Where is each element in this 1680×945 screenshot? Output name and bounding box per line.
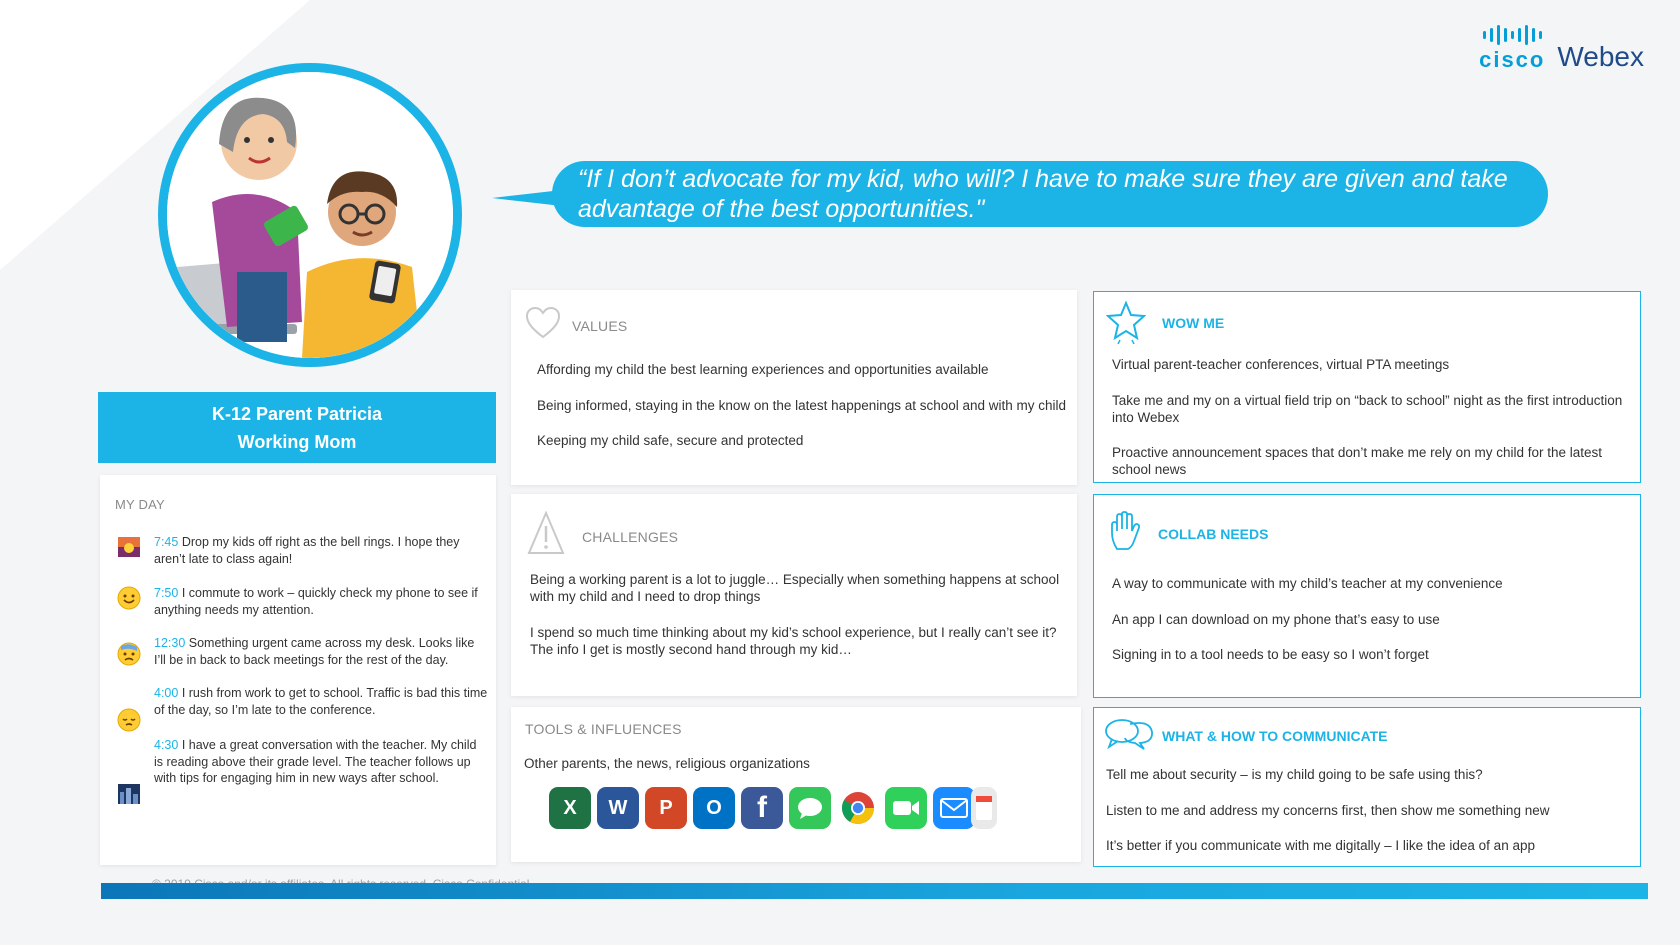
values-card — [511, 290, 1077, 485]
pensive-emoji-icon — [116, 707, 142, 733]
wow-me-card — [1093, 291, 1641, 483]
anxious-emoji-icon — [116, 641, 142, 667]
smile-emoji-icon — [116, 585, 142, 611]
warning-icon — [527, 510, 565, 561]
webex-wordmark: Webex — [1557, 41, 1644, 72]
hand-icon — [1108, 511, 1142, 556]
collab-needs-item: An app I can download on my phone that’s easy to use — [1112, 612, 1440, 627]
wow-me-item: Take me and my on a virtual field trip on “back to school” night as the first introduction into Webex — [1112, 393, 1623, 425]
cisco-bars-icon — [1483, 24, 1542, 46]
tools-text: Other parents, the news, religious organizations — [524, 756, 810, 771]
day-item — [116, 737, 488, 807]
chat-bubbles-icon — [1104, 716, 1154, 757]
city-night-icon — [116, 781, 142, 807]
day-item — [116, 635, 488, 668]
values-item: Keeping my child safe, secure and protected — [537, 433, 804, 448]
day-time: 7:50 — [154, 586, 179, 600]
day-text: I rush from work to get to school. Traffic is bad this time of the day, so I’m late to the conference. — [154, 686, 488, 717]
challenges-item: Being a working parent is a lot to juggle… Especially when something happens at school with my child and I need to drop things — [530, 572, 1060, 604]
wow-me-item: Proactive announcement spaces that don’t make me rely on my child for the latest school news — [1112, 445, 1603, 477]
challenges-item: I spend so much time thinking about my kid’s school experience, but I really can’t see it? The info I get is mostly second hand through my kid… — [530, 625, 1057, 657]
communicate-card — [1093, 707, 1641, 867]
outlook-icon: O — [693, 787, 735, 829]
footer-bar — [101, 883, 1648, 899]
cisco-webex-logo — [1479, 24, 1644, 71]
challenges-card — [511, 494, 1077, 696]
day-item — [116, 585, 488, 618]
day-item — [116, 534, 488, 567]
day-text: Something urgent came across my desk. Looks like I’ll be in back to back meetings for the rest of the day. — [154, 636, 475, 667]
chrome-icon — [837, 787, 879, 829]
my-day-title: MY DAY — [115, 497, 165, 512]
day-time: 12:30 — [154, 636, 186, 650]
cisco-wordmark: cisco — [1479, 47, 1546, 72]
day-time: 4:30 — [154, 738, 179, 752]
persona-name-banner — [98, 392, 496, 463]
collab-needs-item: Signing in to a tool needs to be easy so I won’t forget — [1112, 647, 1429, 662]
calendar-icon — [971, 787, 997, 829]
star-icon — [1106, 300, 1146, 349]
collab-needs-title: COLLAB NEEDS — [1158, 526, 1269, 542]
sunrise-icon — [116, 534, 142, 560]
heart-icon — [525, 306, 561, 345]
communicate-item: It’s better if you communicate with me digitally – I like the idea of an app — [1106, 838, 1535, 853]
cisco-logo — [1479, 24, 1545, 71]
collab-needs-card — [1093, 494, 1641, 698]
day-text: I have a great conversation with the teacher. My child is reading above their grade level. The teacher follows up with tips for engaging him in new ways after school. — [154, 738, 477, 785]
day-item — [116, 685, 488, 733]
persona-role: Working Mom — [237, 432, 357, 452]
values-item: Being informed, staying in the know on the latest happenings at school and with my child — [537, 398, 1067, 413]
communicate-item: Listen to me and address my concerns first, then show me something new — [1106, 803, 1550, 818]
tools-card — [511, 707, 1081, 862]
powerpoint-icon: P — [645, 787, 687, 829]
mail-icon — [933, 787, 975, 829]
values-item: Affording my child the best learning experiences and opportunities available — [537, 362, 989, 377]
wow-me-item: Virtual parent-teacher conferences, virtual PTA meetings — [1112, 357, 1450, 372]
messages-icon — [789, 787, 831, 829]
persona-quote: “If I don’t advocate for my kid, who will? I have to make sure they are given and take advantage of the best opportunities." — [552, 161, 1548, 227]
day-text: I commute to work – quickly check my phone to see if anything needs my attention. — [154, 586, 478, 617]
day-time: 7:45 — [154, 535, 179, 549]
my-day-card — [100, 475, 496, 865]
values-title: VALUES — [572, 318, 628, 334]
day-text: Drop my kids off right as the bell rings. I hope they aren’t late to class again! — [154, 535, 460, 566]
communicate-item: Tell me about security – is my child going to be safe using this? — [1106, 767, 1483, 782]
parent-and-child-illustration — [167, 72, 453, 358]
excel-icon: X — [549, 787, 591, 829]
facebook-icon: f — [741, 787, 783, 829]
facetime-icon — [885, 787, 927, 829]
communicate-title: WHAT & HOW TO COMMUNICATE — [1162, 728, 1388, 744]
wow-me-title: WOW ME — [1162, 315, 1225, 331]
challenges-title: CHALLENGES — [582, 529, 679, 545]
day-time: 4:00 — [154, 686, 179, 700]
persona-name: K-12 Parent Patricia — [211, 404, 383, 424]
tool-icons — [549, 787, 997, 829]
persona-illustration — [158, 63, 462, 367]
collab-needs-item: A way to communicate with my child’s teacher at my convenience — [1112, 576, 1503, 591]
tools-title: TOOLS & INFLUENCES — [525, 721, 682, 737]
word-icon: W — [597, 787, 639, 829]
